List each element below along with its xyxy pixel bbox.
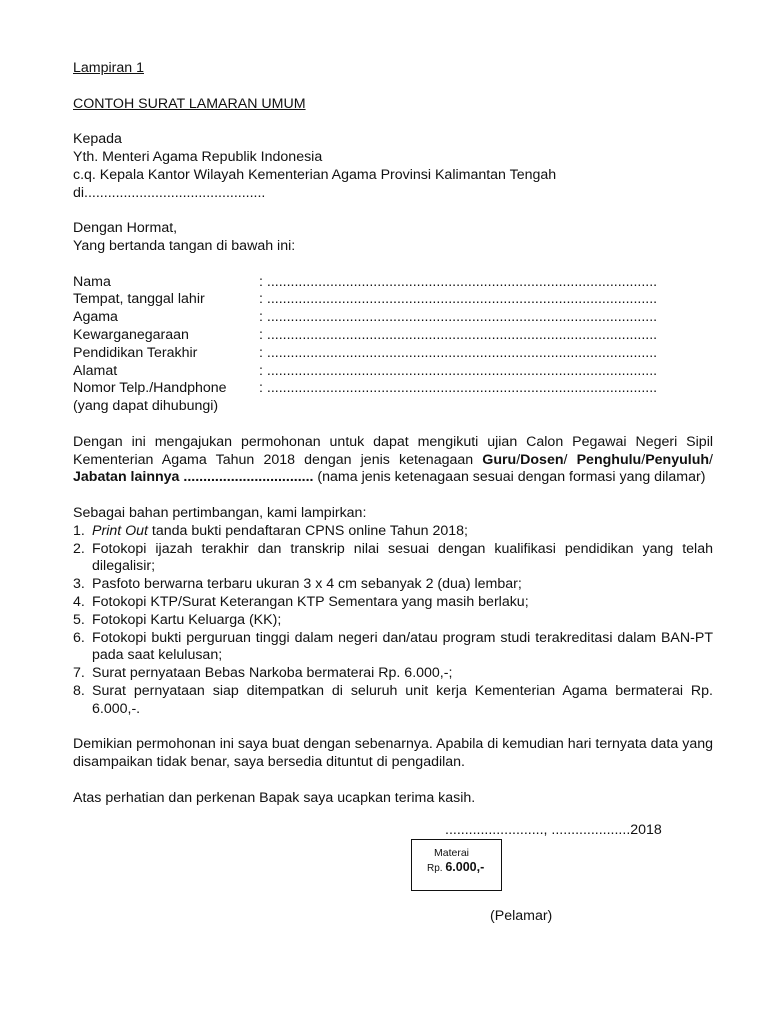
field-value: : ................................................................................................... <box>259 362 658 379</box>
list-text: Fotokopi Kartu Keluarga (KK); <box>92 611 282 628</box>
list-italic: Print Out <box>92 522 148 539</box>
list-number: 3. <box>73 576 85 593</box>
signature-date: ........................., ....................2018 <box>445 822 662 838</box>
list-item <box>73 594 713 612</box>
field-label: Nomor Telp./Handphone <box>73 380 227 397</box>
list-number: 4. <box>73 593 85 610</box>
job-type-other: Jabatan lainnya ................................. <box>73 469 314 486</box>
field-row <box>73 363 713 381</box>
field-label: Tempat, tanggal lahir <box>73 291 205 308</box>
greeting-line: Dengan Hormat, <box>73 220 178 237</box>
stamp-amount-line <box>427 861 484 875</box>
attachments-intro: Sebagai bahan pertimbangan, kami lampirkan: <box>73 504 367 521</box>
application-note: (nama jenis ketenagaan sesuai dengan formasi yang dilamar) <box>313 469 706 486</box>
field-row <box>73 291 713 309</box>
field-row <box>73 380 713 398</box>
stamp-label: Materai <box>434 847 470 859</box>
job-type-penghulu: Penghulu <box>576 451 642 468</box>
recipient-block <box>73 131 713 202</box>
separator: / <box>563 451 577 468</box>
job-type-dosen: Dosen <box>520 451 564 468</box>
list-item <box>73 665 713 683</box>
document-title: CONTOH SURAT LAMARAN UMUM <box>73 95 306 112</box>
list-item <box>73 630 713 666</box>
list-item <box>73 683 713 719</box>
list-text: Pasfoto berwarna terbaru ukuran 3 x 4 cm sebanyak 2 (dua) lembar; <box>92 576 522 593</box>
list-text: Surat pernyataan siap ditempatkan di seluruh unit kerja Kementerian Agama bermaterai Rp. 6.000,-. <box>92 682 713 717</box>
field-row <box>73 345 713 363</box>
separator: / <box>641 451 646 468</box>
list-number: 1. <box>73 522 85 539</box>
attachments-list <box>73 523 713 719</box>
letter-body <box>73 60 713 807</box>
field-label: Alamat <box>73 362 118 379</box>
stamp-amount: 6.000,- <box>445 860 485 874</box>
field-row <box>73 274 713 292</box>
list-item <box>73 612 713 630</box>
thanks-paragraph: Atas perhatian dan perkenan Bapak saya ucapkan terima kasih. <box>73 789 476 806</box>
list-item <box>73 541 713 577</box>
field-value: : ................................................................................................... <box>259 344 658 361</box>
field-label: Agama <box>73 309 118 326</box>
materai-stamp-box <box>411 839 502 891</box>
list-number: 5. <box>73 611 85 628</box>
field-label: Nama <box>73 273 111 290</box>
field-value: : ................................................................................................... <box>259 326 658 343</box>
field-value: : ................................................................................................... <box>259 291 658 308</box>
field-row <box>73 327 713 345</box>
separator: / <box>516 451 521 468</box>
list-number: 6. <box>73 629 85 646</box>
recipient-line: Yth. Menteri Agama Republik Indonesia <box>73 148 323 165</box>
stamp-prefix: Rp. <box>427 863 443 874</box>
greeting-line: Yang bertanda tangan di bawah ini: <box>73 237 296 254</box>
list-text: Fotokopi ijazah terakhir dan transkrip nilai sesuai dengan kualifikasi pendidikan yang telah dilegalisir; <box>92 540 713 575</box>
signer-label: (Pelamar) <box>490 908 553 924</box>
recipient-line: c.q. Kepala Kantor Wilayah Kementerian Agama Provinsi Kalimantan Tengah <box>73 166 557 183</box>
list-text: Fotokopi bukti perguruan tinggi dalam negeri dan/atau program studi terakreditasi dalam BAN-PT pada saat kelulusan; <box>92 629 713 664</box>
recipient-line: di.............................................. <box>73 184 266 201</box>
closing-paragraph: Demikian permohonan ini saya buat dengan sebenarnya. Apabila di kemudian hari ternyata data yang disampaikan tidak benar, saya bersedia dituntut di pengadilan. <box>73 736 713 771</box>
job-type-penyuluh: Penyuluh <box>645 451 710 468</box>
list-number: 7. <box>73 665 85 682</box>
list-number: 8. <box>73 682 85 699</box>
lampiran-label: Lampiran 1 <box>73 60 144 76</box>
list-item <box>73 576 713 594</box>
job-type-guru: Guru <box>482 451 517 468</box>
field-label: Pendidikan Terakhir <box>73 344 198 361</box>
list-text: Surat pernyataan Bebas Narkoba bermaterai Rp. 6.000,-; <box>92 665 453 682</box>
field-label: Kewarganegaraan <box>73 326 189 343</box>
list-text: Fotokopi KTP/Surat Keterangan KTP Sementara yang masih berlaku; <box>92 593 529 610</box>
application-paragraph <box>73 434 713 487</box>
personal-fields <box>73 274 713 416</box>
application-text: Dengan ini mengajukan permohonan untuk dapat mengikuti ujian Calon Pegawai Negeri Sipil Kementerian Agama Tahun 2018 dengan jenis ketenagaan <box>73 433 713 468</box>
separator: / <box>709 451 713 468</box>
field-value: : ................................................................................................... <box>259 309 658 326</box>
field-value: : ................................................................................................... <box>259 380 658 397</box>
field-note: (yang dapat dihubungi) <box>73 398 219 415</box>
field-value: : ................................................................................................... <box>259 273 658 290</box>
list-text-rest: tanda bukti pendaftaran CPNS online Tahun 2018; <box>147 522 468 539</box>
list-text <box>92 523 713 541</box>
list-item <box>73 523 713 541</box>
list-number: 2. <box>73 540 85 557</box>
field-row <box>73 309 713 327</box>
recipient-line: Kepada <box>73 131 122 148</box>
